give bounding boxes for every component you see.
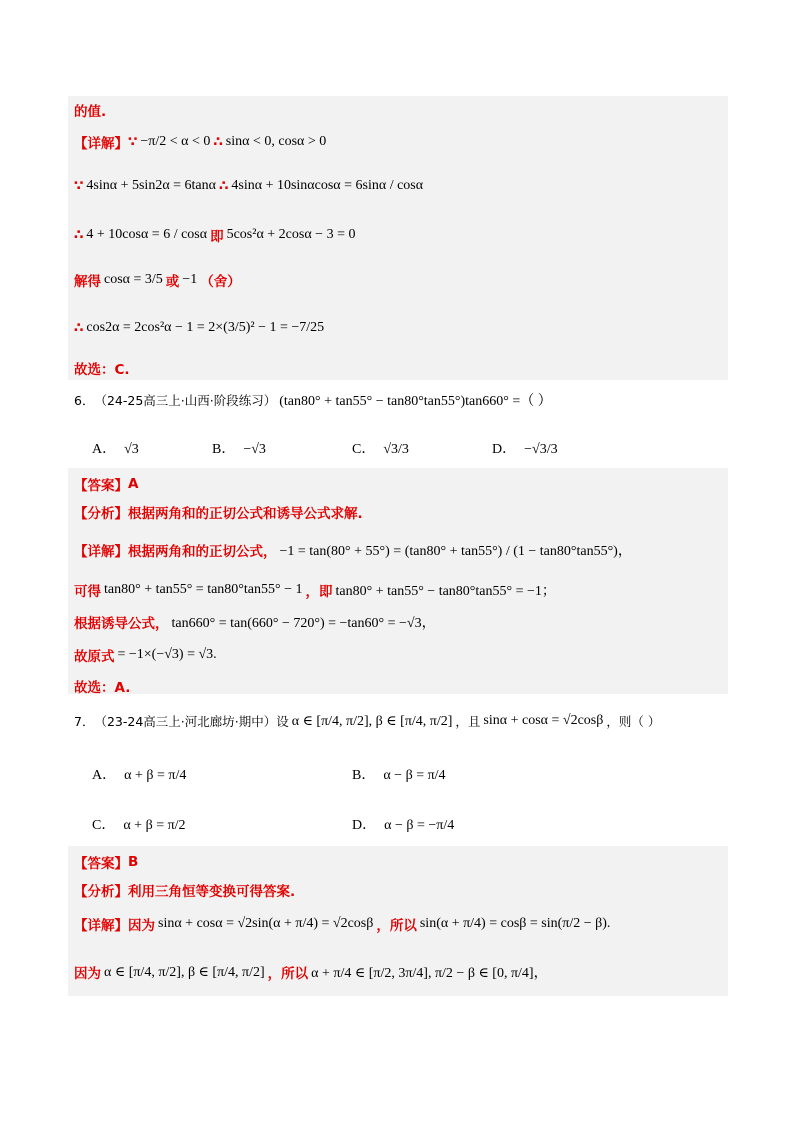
q7-answer-line [74, 852, 138, 872]
answer: B [128, 854, 139, 870]
solution5-tail: 的值. [74, 104, 107, 120]
because-label: 因为 [74, 966, 101, 982]
question7-line [74, 712, 660, 730]
orig-text: 故原式 [74, 649, 115, 665]
q6-orig-line [74, 645, 220, 665]
equation: sinα + cosα = √2cosβ [483, 713, 604, 728]
therefore-symbol: ∴ [74, 227, 84, 243]
discard-label: （舍） [200, 274, 241, 290]
detail-equation: −1 = tan(80° + 55°) = (tan80° + tan55°) / (1 − tan80°tan55°)， [279, 544, 632, 559]
q6-option-b: B． −√3 [212, 442, 266, 457]
solution: cosα = 3/5 [104, 272, 163, 287]
induce-text: 根据诱导公式， [74, 616, 169, 632]
q7-option-b: B． α − β = π/4 [352, 768, 446, 783]
range: α ∈ [π/4, π/2], β ∈ [π/4, π/2] [104, 964, 265, 980]
detail-tag: 【详解】 [74, 918, 128, 934]
induce-equation: tan660° = tan(660° − 720°) = −tan60° = −√3， [171, 616, 436, 631]
kede-equation: tan80° + tan55° = tan80°tan55° − 1 [104, 582, 303, 597]
q6-analysis-line [74, 502, 363, 522]
therefore-symbol: ∴ [218, 178, 229, 194]
choice: 故选：C. [74, 362, 130, 378]
q6-answer-line [74, 474, 138, 494]
solution5-eq-line [74, 178, 426, 194]
neg-one: −1 [182, 272, 198, 287]
solution5-solve-line [74, 270, 241, 290]
because-symbol: ∵ [128, 134, 138, 150]
condition: α ∈ [π/4, π/2], β ∈ [π/4, π/2] [291, 713, 453, 729]
q7-option-a: A． α + β = π/4 [92, 768, 187, 783]
because-label: 因为 [128, 918, 155, 934]
question-source: （23-24高三上·河北廊坊·期中）设 [94, 714, 289, 729]
detail-text: 根据两角和的正切公式， [128, 544, 277, 560]
signs: sinα < 0, cosα > 0 [225, 134, 327, 149]
q6-kede-line [74, 580, 559, 600]
solution5-final-line [74, 320, 327, 336]
q7-option-c: C． α + β = π/2 [92, 818, 186, 833]
question-source: （24-25高三上·山西·阶段练习） [94, 393, 277, 408]
q6-option-a: A． √3 [92, 442, 139, 457]
q6-induce-line [74, 612, 439, 632]
analysis-text: 利用三角恒等变换可得答案. [128, 884, 296, 900]
equation-1: 4sinα + 5sin2α = 6tanα [86, 178, 216, 193]
detail-equation: sinα + cosα = √2sin(α + π/4) = √2cosβ [158, 916, 374, 931]
suoyi-label: ，所以 [376, 918, 417, 934]
condition: −π/2 < α < 0 [140, 134, 211, 149]
detail-tag: 【详解】 [74, 544, 128, 560]
solution5-detail-line [74, 132, 329, 152]
solution5-choice-line [74, 358, 130, 378]
because-symbol: ∵ [74, 178, 84, 194]
q7-analysis-line [74, 880, 295, 900]
ji-label: 即 [210, 229, 224, 245]
question-expression: (tan80° + tan55° − tan80°tan55°)tan660° =（ ） [279, 394, 552, 409]
equation-3: 4 + 10cosα = 6 / cosα [86, 227, 208, 242]
question6-line [74, 390, 555, 410]
and-label: ，且 [455, 714, 481, 729]
final-equation: cos2α = 2cos²α − 1 = 2×(3/5)² − 1 = −7/25 [86, 320, 325, 335]
answer-tag: 【答案】 [74, 856, 128, 872]
then-label: ，则（ ） [606, 714, 661, 729]
q6-option-c: C． √3/3 [352, 442, 409, 457]
choice: 故选：A. [74, 680, 131, 696]
answer-tag: 【答案】 [74, 478, 128, 494]
or-label: 或 [165, 274, 180, 290]
solution5-eq3-line [74, 225, 358, 245]
therefore-symbol: ∴ [213, 134, 223, 150]
detail-equation-2: sin(α + π/4) = cosβ = sin(π/2 − β). [419, 916, 611, 931]
question-number: 7． [74, 714, 95, 729]
ji-label: ，即 [305, 584, 333, 600]
question-number: 6． [74, 393, 95, 408]
suoyi-label: ，所以 [267, 966, 309, 982]
solve-label: 解得 [74, 274, 101, 290]
q7-range-line [74, 962, 551, 982]
analysis-tag: 【分析】 [74, 506, 128, 522]
solution5-tail-line [74, 100, 106, 120]
q7-option-d: D． α − β = −π/4 [352, 818, 455, 833]
answer: A [128, 476, 139, 492]
q6-choice-line [74, 676, 130, 696]
q6-option-d: D． −√3/3 [492, 442, 558, 457]
orig-equation: = −1×(−√3) = √3. [117, 647, 217, 662]
kede-label: 可得 [74, 584, 101, 600]
ji-equation: tan80° + tan55° − tan80°tan55° = −1； [335, 584, 556, 599]
analysis-text: 根据两角和的正切公式和诱导公式求解. [128, 506, 363, 522]
equation-4: 5cos²α + 2cosα − 3 = 0 [226, 227, 356, 242]
detail-tag: 【详解】 [74, 136, 128, 152]
equation-2: 4sinα + 10sinαcosα = 6sinα / cosα [231, 178, 424, 193]
analysis-tag: 【分析】 [74, 884, 128, 900]
range-2: α + π/4 ∈ [π/2, 3π/4], π/2 − β ∈ [0, π/4]， [311, 966, 548, 981]
q6-detail-line [74, 540, 635, 560]
therefore-symbol: ∴ [74, 320, 84, 336]
q7-detail-line [74, 914, 613, 934]
